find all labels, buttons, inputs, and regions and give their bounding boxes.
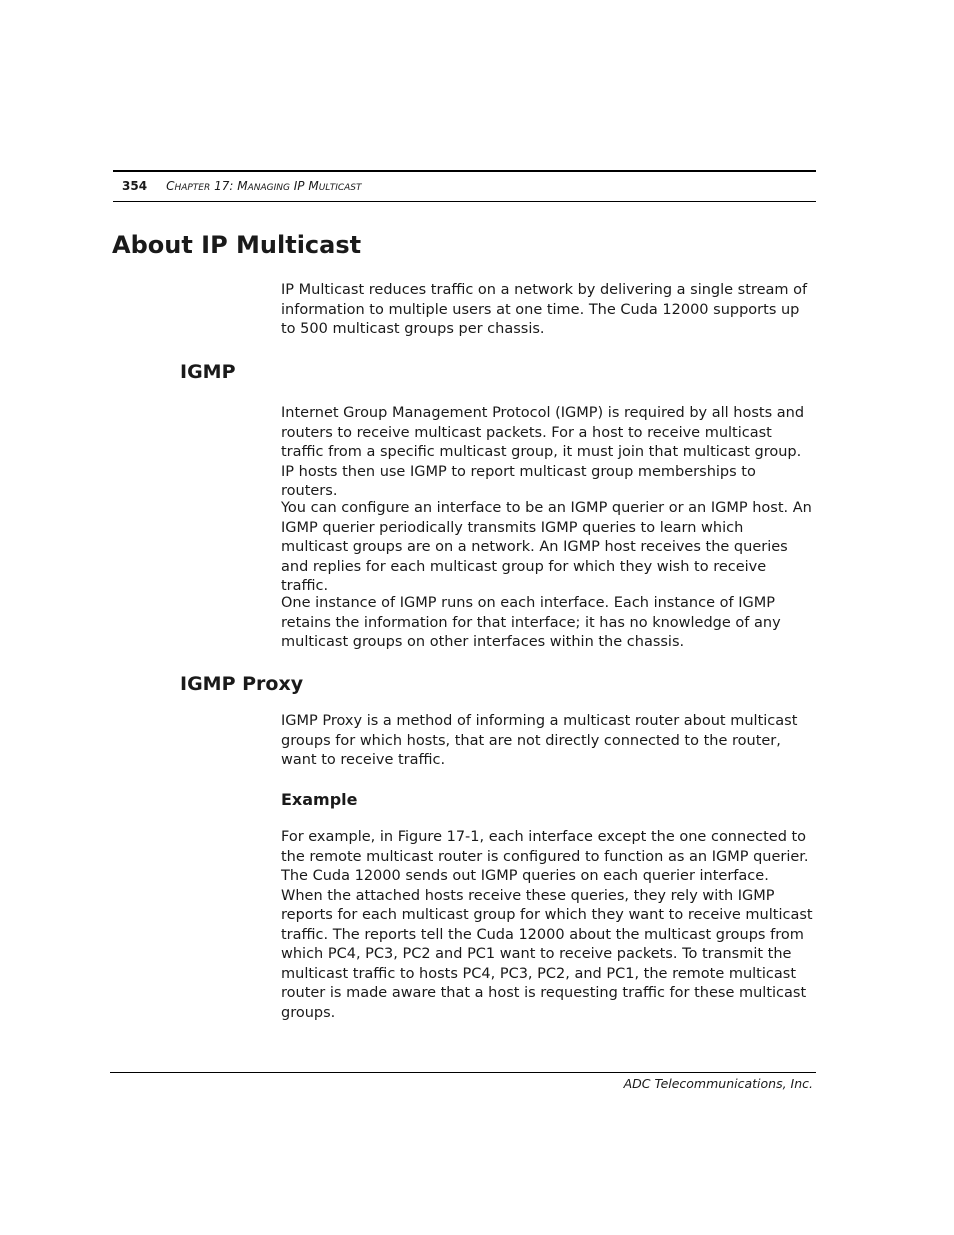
header-rule-bottom bbox=[113, 201, 816, 202]
page-number: 354 bbox=[122, 179, 148, 193]
igmp-paragraph-2: You can configure an interface to be an IGMP querier or an IGMP host. An IGMP querier periodically transmits IGMP queries to learn which multicast groups are on a network. An IGMP host receives the queries and replies for each multicast group for which they wish to receive traffic. bbox=[281, 500, 812, 594]
footer-rule bbox=[110, 1072, 816, 1073]
running-head bbox=[122, 178, 362, 196]
igmp-proxy-paragraph: IGMP Proxy is a method of informing a multicast router about multicast groups for which hosts, that are not directly connected to the router, want to receive traffic. bbox=[281, 713, 798, 768]
footer-company: ADC Telecommunications, Inc. bbox=[623, 1076, 813, 1091]
header-rule-top bbox=[113, 170, 816, 172]
igmp-proxy-heading: IGMP Proxy bbox=[180, 673, 304, 695]
example-heading: Example bbox=[281, 790, 358, 809]
example-paragraph: For example, in Figure 17-1, each interface except the one connected to the remote multicast router is configured to function as an IGMP querier. The Cuda 12000 sends out IGMP queries on each querier interface. When the attached hosts receive these queries, they rely with IGMP reports for each multicast group for which they want to receive multicast traffic. The reports tell the Cuda 12000 about the multicast groups from which PC4, PC3, PC2 and PC1 want to receive packets. To transmit the multicast traffic to hosts PC4, PC3, PC2, and PC1, the remote multicast router is made aware that a host is requesting traffic for these multicast groups. bbox=[281, 829, 813, 1021]
page-title: About IP Multicast bbox=[112, 231, 362, 259]
intro-paragraph: IP Multicast reduces traffic on a network by delivering a single stream of information to multiple users at one time. The Cuda 12000 supports up to 500 multicast groups per chassis. bbox=[281, 282, 808, 337]
chapter-title: CHAPTER 17: MANAGING IP MULTICAST bbox=[166, 179, 362, 193]
igmp-paragraph-3: One instance of IGMP runs on each interface. Each instance of IGMP retains the information for that interface; it has no knowledge of any multicast groups on other interfaces within the chassis. bbox=[281, 595, 781, 650]
igmp-paragraph-1: Internet Group Management Protocol (IGMP) is required by all hosts and routers to receive multicast packets. For a host to receive multicast traffic from a specific multicast group, it must join that multicast group. IP hosts then use IGMP to report multicast group memberships to routers. bbox=[281, 405, 805, 499]
igmp-heading: IGMP bbox=[180, 361, 236, 383]
